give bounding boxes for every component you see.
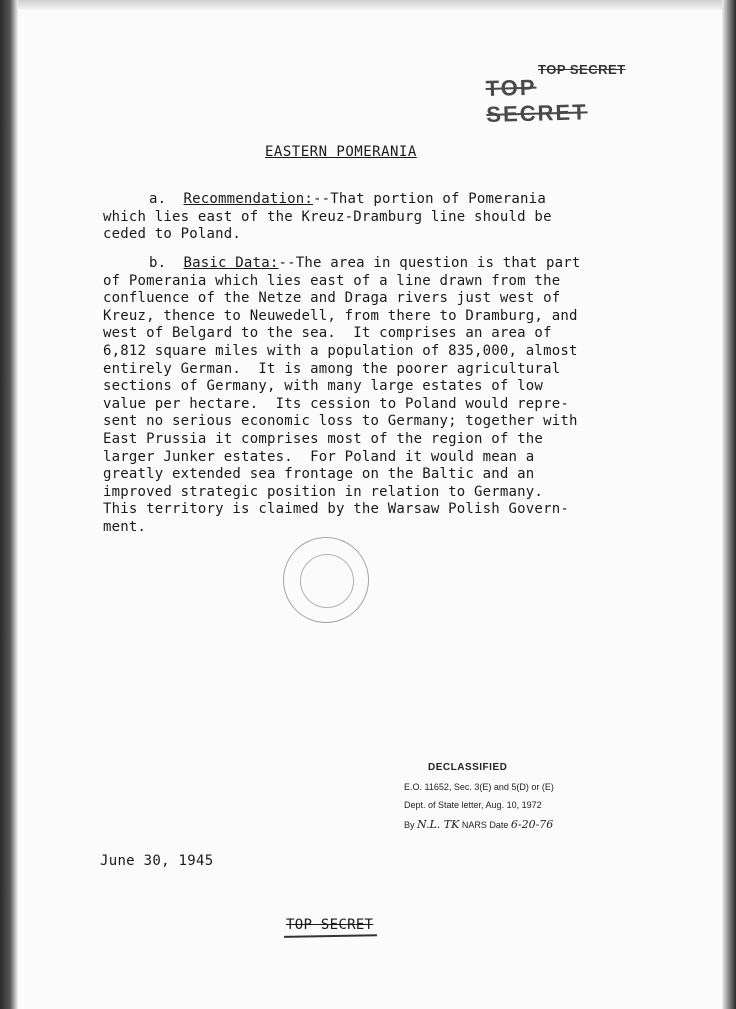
binder-edge-left <box>0 0 18 1009</box>
section-b-line: improved strategic position in relation to Germany. <box>103 483 544 500</box>
declassified-authority: E.O. 11652, Sec. 3(E) and 5(D) or (E) <box>404 782 554 792</box>
declassified-nars-date: 6-20-76 <box>510 818 554 831</box>
section-b-line: 6,812 square miles with a population of 835,000, almost <box>103 342 578 359</box>
section-a-recommendation <box>103 191 552 244</box>
section-b-line: sent no serious economic loss to Germany; together with <box>103 413 578 430</box>
declassified-signature-line <box>404 818 553 831</box>
archives-seal-inner-ring <box>300 554 354 608</box>
section-b-label: Basic Data: <box>183 255 279 271</box>
section-b-prefix: b. <box>149 255 167 271</box>
section-a-line: which lies east of the Kreuz-Dramburg line should be <box>103 208 552 225</box>
section-a-prefix: a. <box>149 191 167 207</box>
section-b-line: --The area in question is that part <box>278 255 581 271</box>
section-b-line: greatly extended sea frontage on the Baltic and an <box>103 466 535 483</box>
document-title: EASTERN POMERANIA <box>265 144 417 160</box>
section-b-line: larger Junker estates. For Poland it would mean a <box>103 448 535 465</box>
section-b-line: East Prussia it comprises most of the region of the <box>103 430 544 447</box>
top-secret-stamp-large: TOP SECRET <box>485 74 588 127</box>
section-b-line: ment. <box>103 518 147 535</box>
footer-top-secret-stamp: TOP SECRET <box>286 917 374 933</box>
section-a-label: Recommendation: <box>183 191 313 207</box>
section-b-line: confluence of the Netze and Draga rivers just west of <box>103 290 561 307</box>
section-b-line: Kreuz, thence to Neuwedell, from there to Dramburg, and <box>103 307 578 324</box>
section-b-line: This territory is claimed by the Warsaw Polish Govern- <box>103 501 569 518</box>
page-top-shadow <box>0 0 736 10</box>
section-b-line: value per hectare. Its cession to Poland would repre- <box>103 395 569 412</box>
declassified-heading: DECLASSIFIED <box>428 762 508 773</box>
top-secret-stamp <box>485 62 638 127</box>
binder-edge-right <box>722 0 736 1009</box>
archives-seal <box>283 537 369 623</box>
document-date: June 30, 1945 <box>100 853 214 869</box>
declassified-by-label: By <box>404 820 415 830</box>
declassified-letter: Dept. of State letter, Aug. 10, 1972 <box>404 800 542 810</box>
section-b-line: entirely German. It is among the poorer agricultural <box>103 360 561 377</box>
top-secret-stamp-small: TOP SECRET <box>538 62 626 77</box>
declassified-nars-label: NARS Date <box>461 820 509 830</box>
section-a-line: ceded to Poland. <box>103 226 242 243</box>
section-b-line: of Pomerania which lies east of a line drawn from the <box>103 272 561 289</box>
section-a-line: --That portion of Pomerania <box>312 191 546 207</box>
section-b-line: sections of Germany, with many large estates of low <box>103 378 544 395</box>
section-b-line: west of Belgard to the sea. It comprises an area of <box>103 325 552 342</box>
section-b-basic-data <box>103 255 580 537</box>
declassified-by-signature: N.L. TK <box>417 818 460 831</box>
